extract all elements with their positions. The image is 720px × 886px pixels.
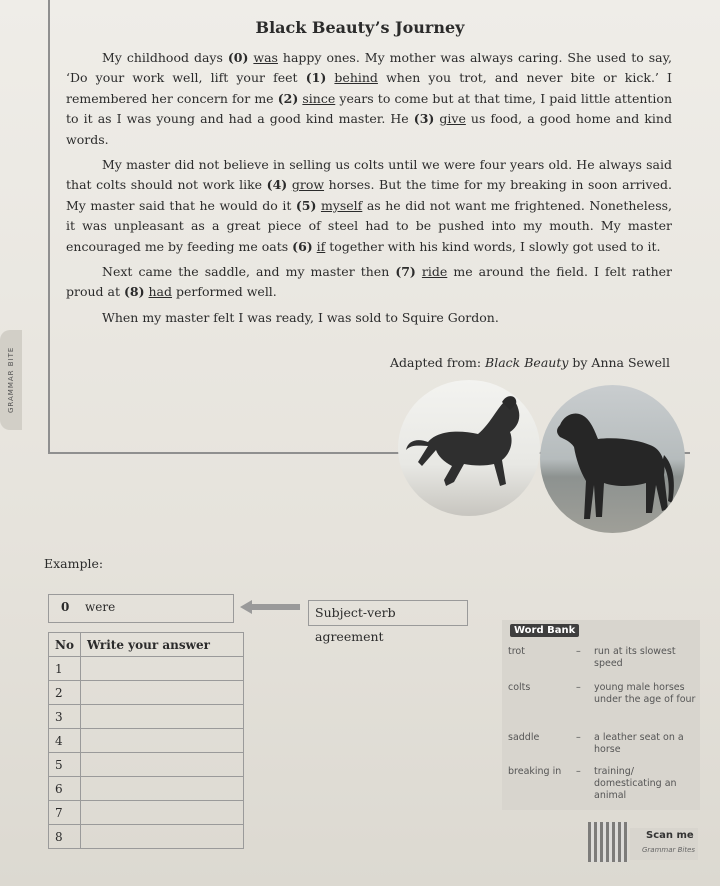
blank-number: (2): [277, 90, 299, 106]
word-bank-dash: –: [576, 646, 581, 657]
answer-cell[interactable]: [80, 681, 243, 705]
passage-text: us food, a good home and kind words.: [66, 111, 672, 147]
source-credit: [390, 355, 670, 370]
word-bank-term: trot: [508, 646, 525, 657]
word-bank: [502, 620, 700, 810]
passage-text: performed well.: [172, 284, 277, 300]
running-horse-image: [398, 380, 540, 516]
example-box: [48, 594, 234, 623]
underlined-word: since: [302, 90, 336, 106]
blank-number: (8): [123, 284, 145, 300]
source-suffix: by Anna Sewell: [568, 355, 671, 370]
underlined-word: give: [439, 111, 466, 127]
answer-cell[interactable]: [80, 801, 243, 825]
underlined-word: grow: [291, 177, 325, 193]
underlined-word: myself: [320, 197, 363, 213]
answer-cell[interactable]: [80, 729, 243, 753]
answer-table: [48, 632, 244, 849]
row-number: 3: [49, 705, 81, 729]
passage-text: Next came the saddle, and my master then: [102, 264, 396, 280]
source-prefix: Adapted from:: [390, 355, 486, 370]
source-book: Black Beauty: [485, 355, 569, 370]
word-bank-definition: young male horses under the age of four: [594, 682, 696, 705]
word-bank-definition: run at its slowest speed: [594, 646, 676, 669]
passage-text: as he did not want me frightened. Nonetheless, it was unpleasant as a great piece of steel had to be pushed into my mouth. My master encouraged me by feeding me oats: [66, 197, 672, 254]
word-bank-dash: –: [576, 682, 581, 693]
table-row: [49, 729, 244, 753]
row-number: 8: [49, 825, 81, 849]
answer-cell[interactable]: [80, 753, 243, 777]
answer-cell[interactable]: [80, 657, 243, 681]
paragraph-1: [66, 48, 672, 150]
example-explanation: Subject-verb agreement: [308, 600, 468, 626]
scan-me-sub: Grammar Bites: [642, 846, 696, 854]
page-title: Black Beauty’s Journey: [255, 18, 465, 37]
passage-text: happy ones. My mother was always caring. She used to say, ‘Do your work well, lift your feet: [66, 50, 672, 86]
word-bank-term: saddle: [508, 732, 540, 743]
answer-cell[interactable]: [80, 705, 243, 729]
underlined-word: was: [253, 50, 278, 65]
passage-text: when you trot, and never bite or kick.’ I remembered her concern for me: [66, 70, 672, 106]
underlined-word: if: [316, 238, 326, 254]
underlined-word: behind: [334, 70, 378, 86]
qr-code-icon[interactable]: [588, 822, 628, 862]
underlined-word: ride: [421, 264, 448, 280]
side-tab: GRAMMAR BITE: [0, 330, 22, 430]
blank-number: (7): [395, 264, 416, 280]
passage: [66, 48, 672, 333]
word-bank-definition: training/ domesticating an animal: [594, 766, 677, 801]
header-answer: Write your answer: [80, 633, 243, 657]
word-bank-dash: –: [576, 732, 581, 743]
table-row: [49, 777, 244, 801]
word-bank-definition: a leather seat on a horse: [594, 732, 684, 755]
standing-horse-image: [540, 385, 685, 533]
passage-text: horses. But the time for my breaking in soon arrived. My master said that he would do it: [66, 177, 672, 213]
table-row: [49, 753, 244, 777]
row-number: 6: [49, 777, 81, 801]
example-answer: were: [85, 600, 116, 614]
answer-cell[interactable]: [80, 825, 243, 849]
table-row: [49, 801, 244, 825]
answer-cell[interactable]: [80, 777, 243, 801]
word-bank-title: Word Bank: [510, 624, 579, 637]
passage-text: My master did not believe in selling us colts until we were four years old. He always said that colts should not work like: [66, 157, 672, 193]
row-number: 4: [49, 729, 81, 753]
table-row: [49, 705, 244, 729]
table-row: [49, 681, 244, 705]
row-number: 2: [49, 681, 81, 705]
row-number: 5: [49, 753, 81, 777]
row-number: 7: [49, 801, 81, 825]
word-bank-term: breaking in: [508, 766, 562, 777]
word-bank-term: colts: [508, 682, 531, 693]
blank-number: (3): [413, 111, 435, 127]
blank-number: (4): [266, 177, 288, 193]
row-number: 1: [49, 657, 81, 681]
table-row: [49, 825, 244, 849]
passage-text: When my master felt I was ready, I was sold to Squire Gordon.: [102, 309, 499, 325]
scan-me-label: Scan me: [646, 830, 694, 841]
blank-number: (6): [292, 238, 313, 254]
blank-number: (5): [295, 197, 317, 213]
blank-number: (1): [305, 70, 327, 86]
passage-text: My childhood days: [102, 50, 228, 65]
passage-text: me around the field. I felt rather proud at: [66, 264, 672, 300]
example-label: Example:: [44, 556, 104, 571]
scan-me-badge: [630, 828, 698, 860]
arrow-left-icon: [240, 600, 300, 614]
example-number: 0: [61, 600, 70, 614]
paragraph-2: [66, 155, 672, 257]
blank-number: (0): [227, 50, 249, 65]
passage-text: together with his kind words, I slowly got used to it.: [325, 238, 661, 254]
header-no: No: [49, 633, 81, 657]
word-bank-dash: –: [576, 766, 581, 777]
underlined-word: had: [148, 284, 173, 300]
passage-text: years to come but at that time, I paid little attention to it as I was young and had a good kind master. He: [66, 90, 673, 127]
paragraph-4: [66, 308, 672, 328]
table-row: [49, 657, 244, 681]
paragraph-3: [66, 262, 672, 303]
